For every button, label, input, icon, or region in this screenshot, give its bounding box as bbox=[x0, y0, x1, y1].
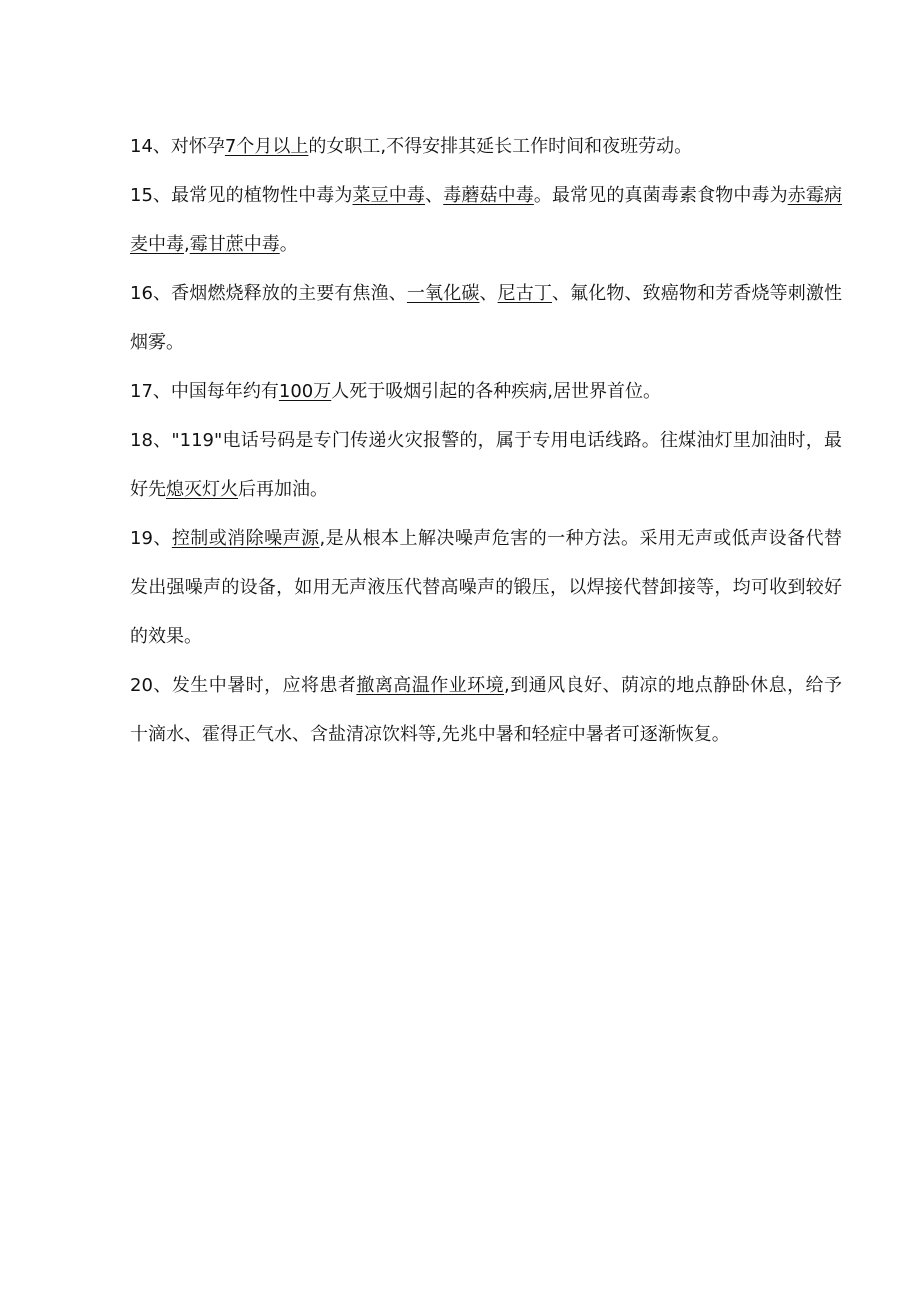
item-19-text: 19、 bbox=[130, 528, 172, 549]
item-16-text: 16、香烟燃烧释放的主要有焦渔、 bbox=[130, 283, 407, 304]
item-14-text: 14、对怀孕 bbox=[130, 136, 225, 157]
item-17 bbox=[130, 367, 842, 416]
item-20-text: 20、发生中暑时，应将患者 bbox=[130, 675, 357, 696]
item-20-answer: 撤离高温作业环境 bbox=[356, 675, 505, 696]
item-15-text: 。最常见的真菌毒素食物中毒为 bbox=[533, 185, 788, 206]
item-16-answer: 一氧化碳 bbox=[406, 283, 480, 304]
item-18 bbox=[130, 416, 842, 514]
item-16-text: 、 bbox=[479, 283, 498, 304]
item-14 bbox=[130, 122, 842, 171]
item-17-text: 人死于吸烟引起的各种疾病,居世界首位。 bbox=[331, 381, 661, 402]
item-15 bbox=[130, 171, 842, 269]
item-19-answer: 控制或消除噪声源 bbox=[171, 528, 320, 549]
item-20 bbox=[130, 661, 842, 759]
item-18-text: 18、"119"电话号码是专门传递火灾报警的，属于专用电话线路。往煤油灯里加油时，最好先 bbox=[130, 430, 842, 500]
item-19 bbox=[130, 514, 842, 661]
item-18-answer: 熄灭灯火 bbox=[166, 479, 238, 500]
item-17-text: 17、中国每年约有 bbox=[130, 381, 279, 402]
item-16 bbox=[130, 269, 842, 367]
item-20-text: ,到通风良好、荫凉的地点静卧休息，给予十滴水、霍得正气水、含盐清凉饮料等,先兆中暑和轻症中暑者可逐渐恢复。 bbox=[130, 675, 842, 745]
item-16-text: 、氟化物、致癌物和芳香烧等刺激性烟雾。 bbox=[130, 283, 843, 353]
item-15-text: 。 bbox=[279, 234, 298, 255]
item-14-text: 的女职工,不得安排其延长工作时间和夜班劳动。 bbox=[308, 136, 693, 157]
item-15-answer: 赤霉病麦中毒 bbox=[130, 185, 843, 255]
document-body bbox=[130, 122, 842, 759]
item-15-text: 15、最常见的植物性中毒为 bbox=[130, 185, 353, 206]
item-18-text: 后再加油。 bbox=[238, 479, 328, 500]
item-15-answer: 霉甘蔗中毒 bbox=[189, 234, 280, 255]
item-14-answer: 7个月以上 bbox=[224, 136, 309, 157]
item-15-answer: 菜豆中毒 bbox=[352, 185, 426, 206]
item-19-text: ,是从根本上解决噪声危害的一种方法。采用无声或低声设备代替发出强噪声的设备，如用无声液压代替高噪声的锻压，以焊接代替卸接等，均可收到较好的效果。 bbox=[130, 528, 843, 647]
item-15-text: , bbox=[184, 234, 190, 255]
item-15-answer: 毒蘑菇中毒 bbox=[443, 185, 534, 206]
item-17-answer: 100万 bbox=[278, 381, 332, 402]
item-16-answer: 尼古丁 bbox=[497, 283, 553, 304]
item-15-text: 、 bbox=[425, 185, 444, 206]
